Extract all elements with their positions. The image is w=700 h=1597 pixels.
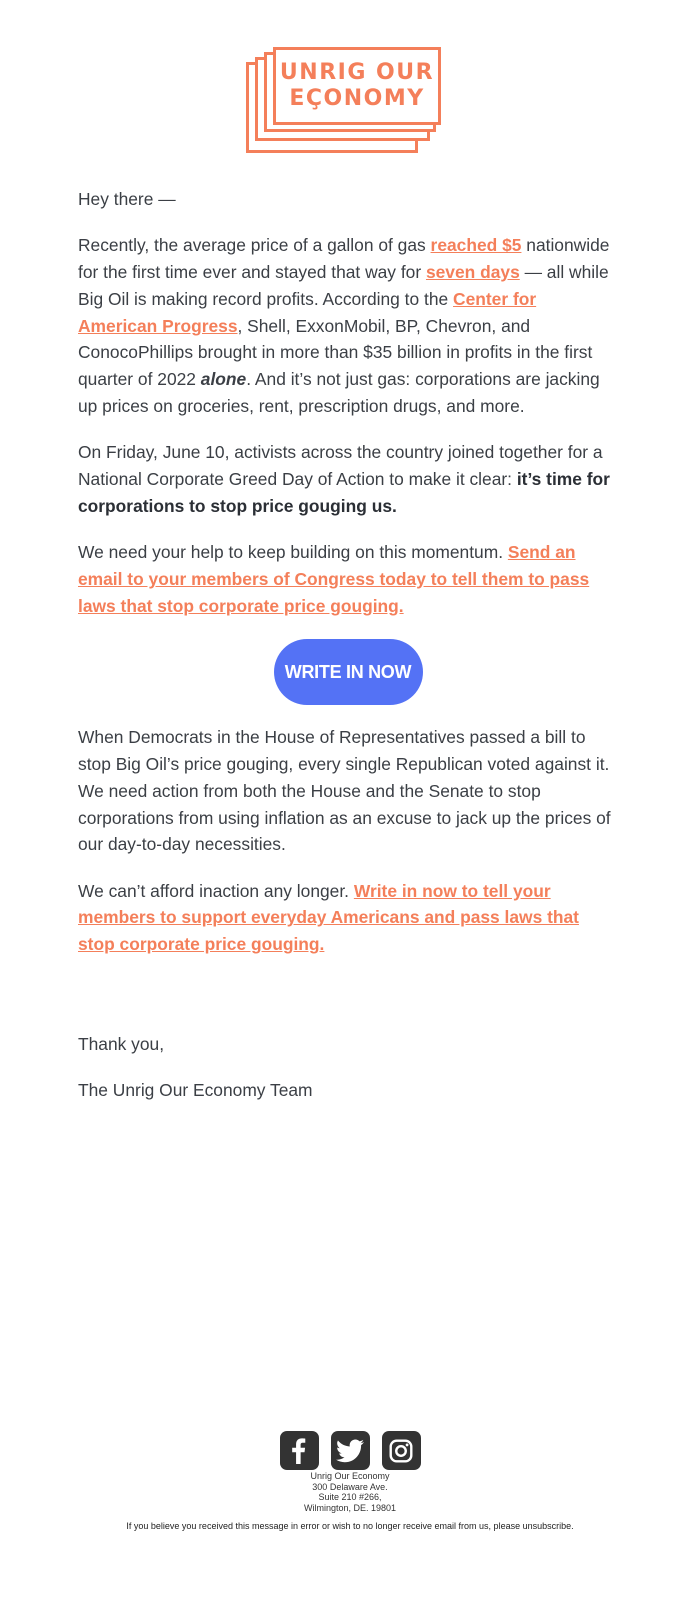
paragraph-day-of-action [78,439,618,519]
address-line: Wilmington, DE. 19801 [303,1502,397,1513]
write-in-now-button[interactable]: WRITE IN NOW [274,639,423,705]
closing: Thank you, [78,1033,165,1054]
paragraph-gas-prices [78,232,618,420]
p2-text-1: On Friday, June 10, activists across the country joined together for a National Corporate Greed Day of Action to make it clear: [78,442,603,490]
spacer [78,978,618,1031]
write-in-now-link[interactable]: Write in now to tell your members to support everyday Americans and pass laws that stop corporate price gouging. [78,880,579,955]
unsubscribe-disclaimer: If you believe you received this message in error or wish to no longer receive email from us, please unsubscribe. [126,1521,574,1531]
unrig-our-economy-logo [246,47,444,155]
logo-text-line2: EÇONOMY [289,86,425,111]
paragraph-democrats: When Democrats in the House of Representatives passed a bill to stop Big Oil’s price gouging, every single Republican voted against it. We need action from both the House and the Senate to stop corporations from using inflation as an excuse to jack up the prices of our day-to-day necessities. [78,727,611,855]
email-body [78,186,618,1123]
p5-text-1: We can’t afford inaction any longer. [78,880,354,901]
signature: The Unrig Our Economy Team [78,1079,313,1100]
cta-container [78,639,618,705]
p1-text-1: Recently, the average price of a gallon of gas [78,235,431,256]
p1-text-3: — all while Big Oil is making record profits. According to the [78,262,609,309]
logo-frame-front [273,47,441,125]
send-email-link[interactable]: Send an email to your members of Congress today to tell them to pass laws that stop corporate price gouging. [78,542,590,616]
center-for-american-progress-link[interactable]: Center for American Progress [78,288,537,336]
address-line: Suite 210 #266, [318,1492,382,1502]
address-line: 300 Delaware Ave. [312,1481,388,1492]
greeting: Hey there — [78,189,176,209]
footer [0,1431,700,1532]
paragraph-inaction [78,878,618,958]
instagram-icon[interactable] [382,1431,421,1470]
logo-text-line1: UNRIG OUR [279,60,435,85]
mailing-address [0,1471,700,1513]
social-links [0,1431,700,1470]
address-line: Unrig Our Economy [310,1471,390,1481]
paragraph-help [78,539,618,619]
reached-5-link[interactable]: reached $5 [430,235,522,256]
p1-text-4: , Shell, ExxonMobil, BP, Chevron, and ConocoPhillips brought in more than $35 billion in profits in the first quarter of 2022 [78,315,593,390]
p2-strong: it’s time for corporations to stop price gouging us. [78,469,610,516]
seven-days-link[interactable]: seven days [425,262,520,283]
twitter-icon[interactable] [331,1431,370,1470]
alone-emphasis: alone [200,369,247,390]
p3-text-1: We need your help to keep building on this momentum. [78,542,508,563]
p1-text-2: nationwide for the first time ever and stayed that way for [78,235,610,283]
facebook-icon[interactable] [280,1431,319,1470]
p1-text-5: . And it’s not just gas: corporations are jacking up prices on groceries, rent, prescription drugs, and more. [78,369,600,417]
